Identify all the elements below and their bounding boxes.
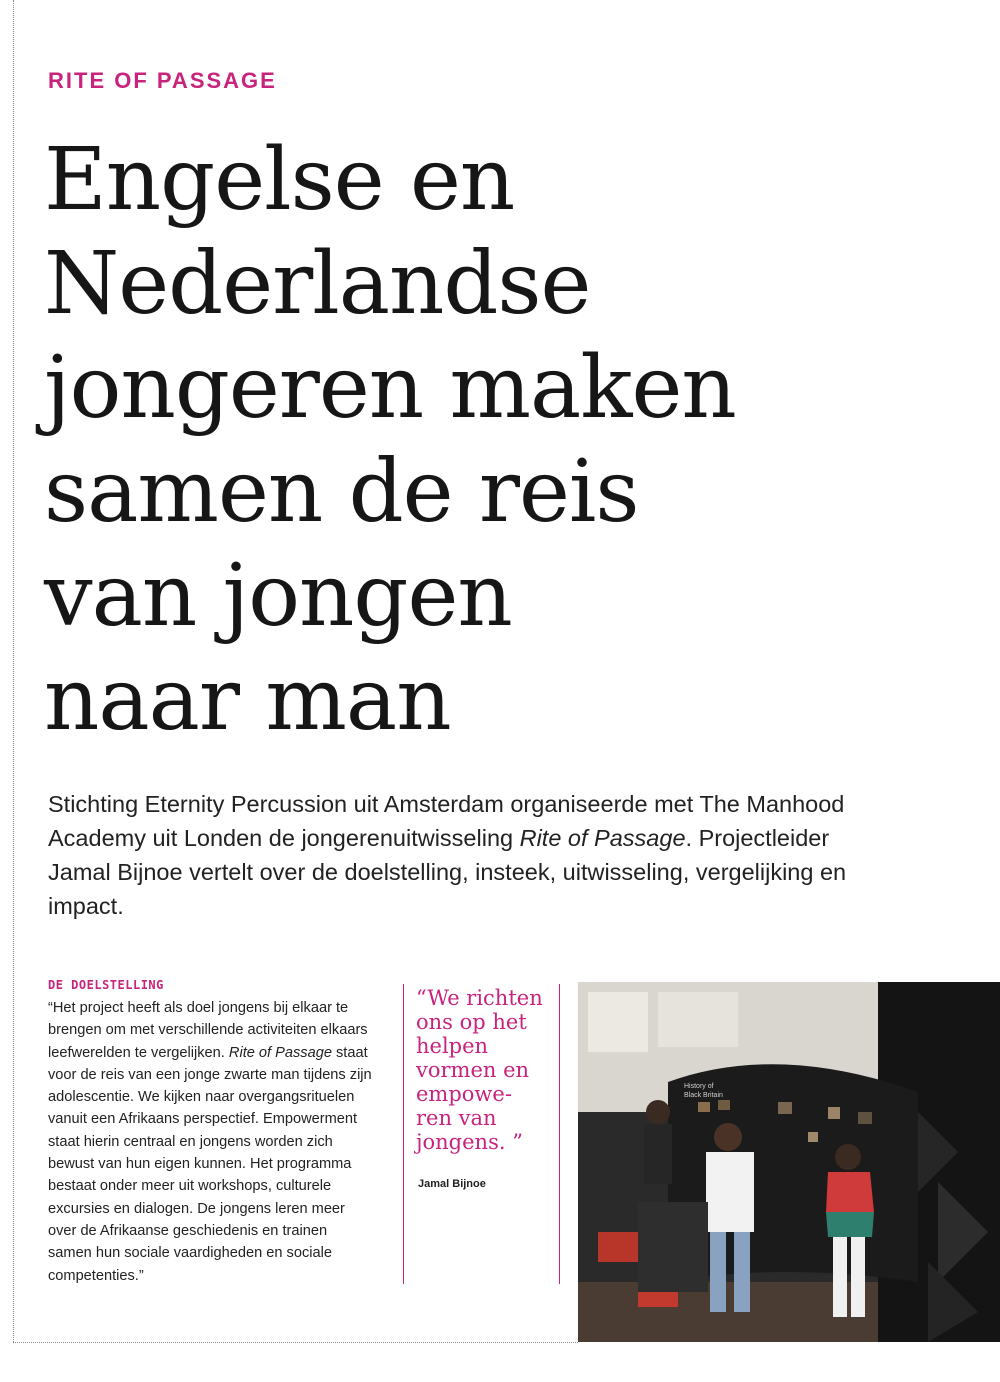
headline-line: naar man [44,650,451,750]
body-text-end: staat voor de reis van een jonge zwarte man tijdens zijn adolescentie. We kijken naar overgangsrituelen vanuit een Afrikaans perspectief. Empowerment staat hierin centraal en jongens worden zich bewust van hun eigen kunnen. Het programma bestaat onder meer uit workshops, culturele excursies en dialogen. De jongens leren meer over de Afrikaanse geschiedenis en trainen samen hun sociale vaardigheden en sociale competenties.” [48,1044,372,1284]
body-paragraph [48,997,373,1287]
bottom-margin-rule [13,1342,578,1343]
body-italic: Rite of Passage [228,1044,332,1061]
quote-line: jongens. ” [416,1130,523,1154]
headline [44,128,964,752]
photo-illustration [578,982,1000,1342]
page-edge [0,0,13,70]
headline-line: Engelse en [44,130,515,230]
quote-line: empowe- [416,1082,512,1106]
quote-line: vormen en [416,1058,530,1082]
exhibition-photo [578,982,1000,1342]
headline-line: jongeren maken [44,338,736,438]
section-title: DE DOELSTELLING [48,978,164,992]
pull-quote-text [416,986,556,1154]
headline-line: van jongen [44,546,512,646]
quote-line: ren van [416,1106,497,1130]
quote-line: helpen [416,1034,489,1058]
headline-line: Nederlandse [44,234,591,334]
section-kicker: RITE OF PASSAGE [48,68,277,93]
left-margin-rule [13,0,14,1342]
pull-quote [403,984,560,1284]
lead-paragraph [48,787,848,923]
pull-quote-author: Jamal Bijnoe [418,1178,486,1190]
lead-text-end: . Projectleider Jamal Bijnoe vertelt over de doelstelling, insteek, uitwisseling, vergelijking en impact. [48,825,847,919]
headline-line: samen de reis [44,442,639,542]
lead-italic: Rite of Passage [519,825,686,851]
quote-line: ons op het [416,1010,527,1034]
exhibit-sign: Black Britain [684,1092,723,1099]
quote-line: “We richten [416,986,543,1010]
exhibit-sign: History of [684,1083,714,1090]
body-text: “Het project heeft als doel jongens bij elkaar te brengen om met verschillende activiteiten elkaars leefwerelden te vergelijken. [48,1000,368,1061]
lead-text: Stichting Eternity Percussion uit Amsterdam organiseerde met The Manhood Academy uit Londen de jongerenuitwisseling [48,791,845,851]
